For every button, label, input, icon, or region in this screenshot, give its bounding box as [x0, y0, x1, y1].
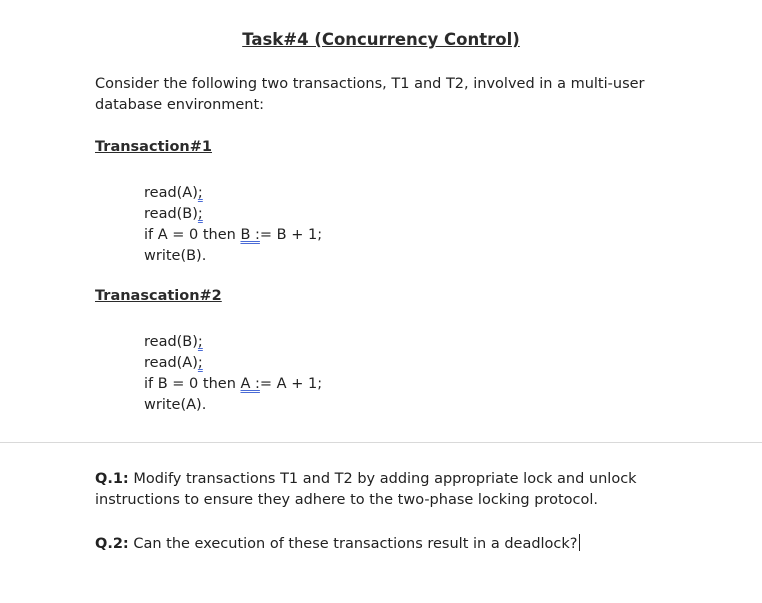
transaction1-code: [144, 183, 322, 267]
spellcheck-mark[interactable]: ;: [197, 355, 203, 371]
code-line: if B = 0 then A := A + 1;: [144, 376, 323, 392]
question-label: Q.2:: [95, 536, 129, 552]
code-line: write(A).: [144, 397, 207, 413]
document-title: Task#4 (Concurrency Control): [242, 30, 520, 49]
spellcheck-mark[interactable]: A :: [240, 376, 260, 392]
text-cursor: [579, 534, 580, 551]
intro-paragraph: Consider the following two transactions, T1 and T2, involved in a multi-user database environment:: [95, 76, 645, 113]
question-label: Q.1:: [95, 471, 129, 487]
code-line: write(B).: [144, 248, 207, 264]
spellcheck-mark[interactable]: ;: [197, 334, 203, 350]
question-1: Q.1: Modify transactions T1 and T2 by adding appropriate lock and unlock instructions to ensure they adhere to the two-phase locking protocol.: [95, 471, 637, 508]
transaction1-heading: Transaction#1: [95, 139, 212, 155]
transaction2-heading: Tranascation#2: [95, 288, 222, 304]
spellcheck-mark[interactable]: B :: [240, 227, 260, 243]
code-line: if A = 0 then B := B + 1;: [144, 227, 323, 243]
code-line: read(B);: [144, 334, 203, 350]
code-line: read(A);: [144, 355, 203, 371]
transaction2-code: [144, 332, 322, 416]
code-line: read(A);: [144, 185, 203, 201]
spellcheck-mark[interactable]: ;: [197, 185, 203, 201]
question-2[interactable]: Q.2: Can the execution of these transactions result in a deadlock?: [95, 536, 578, 552]
code-line: read(B);: [144, 206, 203, 222]
spellcheck-mark[interactable]: ;: [197, 206, 203, 222]
page-divider: [0, 442, 762, 443]
